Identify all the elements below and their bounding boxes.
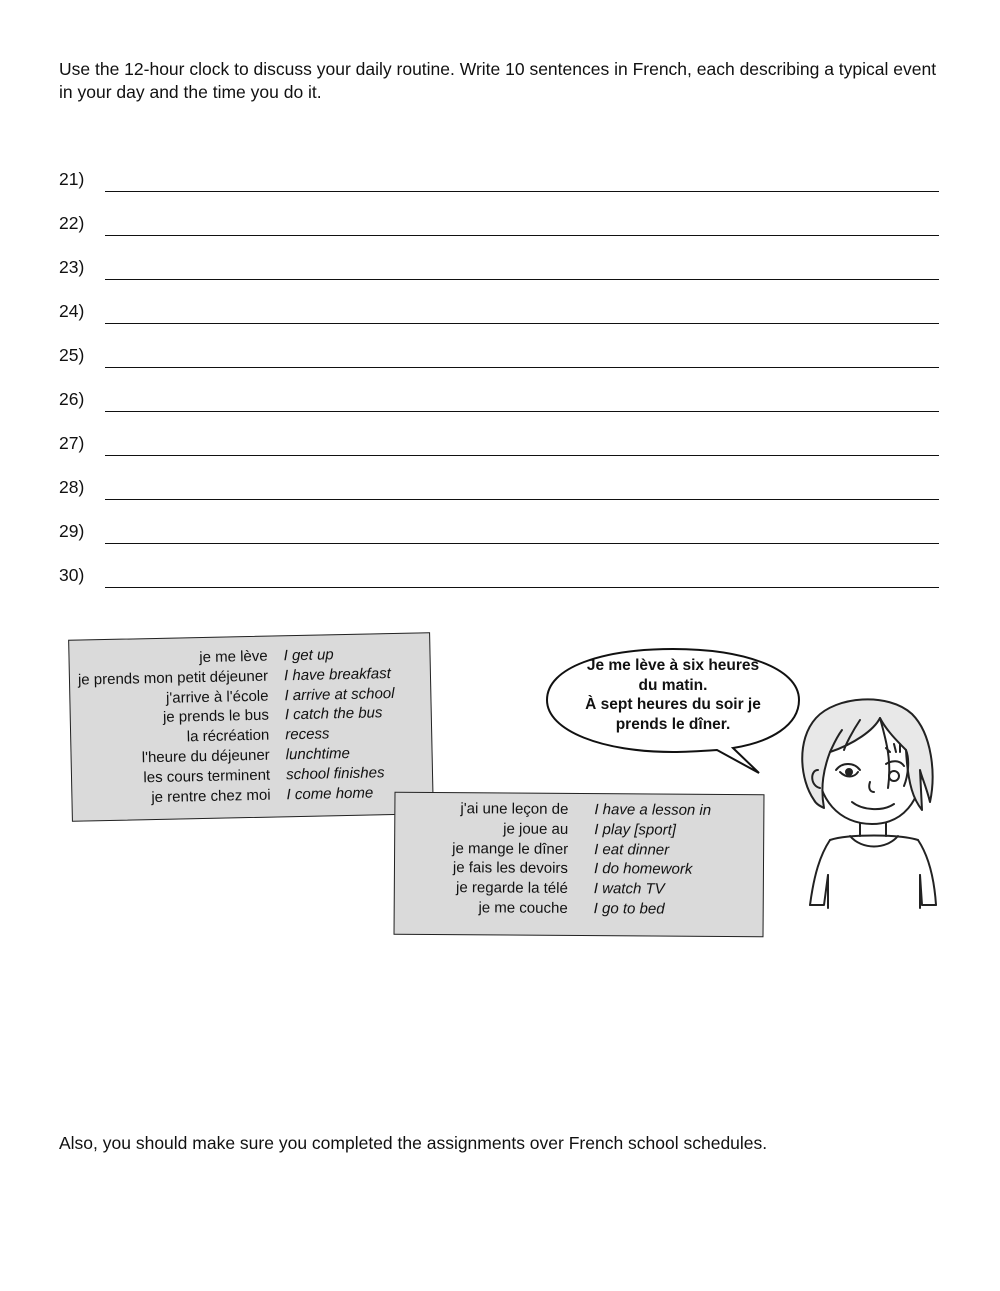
vocab-french: je regarde la télé (456, 879, 568, 898)
vocab-english: I eat dinner (594, 840, 670, 859)
vocab-french: je rentre chez moi (151, 786, 271, 806)
vocab-english: lunchtime (285, 744, 351, 764)
vocab-english: I watch TV (593, 880, 665, 898)
vocab-box-routine (68, 632, 434, 822)
answer-number: 27) (59, 433, 85, 453)
answer-number: 25) (59, 345, 85, 365)
vocab-english: I have breakfast (283, 664, 391, 685)
vocab-english: I come home (286, 784, 374, 803)
vocab-english: I catch the bus (284, 704, 383, 724)
vocab-french: la récréation (186, 726, 270, 746)
answer-row (59, 456, 939, 500)
answer-row (59, 280, 939, 324)
vocab-french: je prends le bus (162, 707, 270, 727)
vocab-row (435, 799, 711, 821)
answer-row (59, 192, 939, 236)
answer-input-21[interactable] (105, 171, 939, 192)
answer-number: 21) (59, 169, 85, 189)
answer-number: 22) (59, 213, 85, 233)
speech-bubble (545, 645, 801, 757)
vocab-french: je me lève (199, 647, 268, 667)
answer-row (59, 148, 939, 192)
vocab-french: j'ai une leçon de (460, 800, 569, 818)
answer-input-29[interactable] (105, 523, 939, 544)
answer-number: 29) (59, 521, 85, 541)
vocab-french: je joue au (503, 820, 569, 838)
answer-input-27[interactable] (105, 435, 939, 456)
vocab-french: j'arrive à l'école (165, 687, 269, 707)
vocab-row (435, 819, 711, 841)
vocab-french: je fais les devoirs (452, 859, 569, 878)
answer-input-30[interactable] (105, 567, 939, 588)
answer-row (59, 236, 939, 280)
vocab-french: les cours terminent (143, 766, 271, 787)
speech-line: prends le dîner. (615, 715, 731, 733)
vocab-english: school finishes (285, 763, 385, 784)
vocab-row (435, 878, 711, 900)
answer-input-25[interactable] (105, 347, 939, 368)
vocab-english: I go to bed (593, 900, 665, 918)
answer-input-22[interactable] (105, 215, 939, 236)
vocab-french: je me couche (478, 899, 568, 917)
vocab-french: l'heure du déjeuner (141, 746, 270, 767)
vocab-french: je mange le dîner (452, 839, 569, 858)
vocab-row (435, 839, 711, 861)
girl-icon (790, 690, 940, 912)
vocab-english: I arrive at school (284, 684, 395, 704)
vocab-box-evening (394, 792, 765, 938)
answer-row (59, 324, 939, 368)
vocab-table (435, 799, 712, 920)
vocab-english: recess (285, 725, 330, 744)
instructions-text: Use the 12-hour clock to discuss your daily routine. Write 10 sentences in French, each describing a typical event in your day and the time you do it. (59, 59, 937, 102)
answer-input-28[interactable] (105, 479, 939, 500)
speech-line: À sept heures du soir je (585, 696, 761, 713)
speech-line: du matin. (638, 676, 708, 694)
answer-number: 26) (59, 389, 85, 409)
answer-input-23[interactable] (105, 259, 939, 280)
answer-number: 24) (59, 301, 85, 321)
answer-row (59, 544, 939, 588)
answer-number: 28) (59, 477, 85, 497)
speech-line: Je me lève à six heures (586, 657, 760, 674)
vocab-table (77, 644, 396, 809)
vocab-english: I have a lesson in (594, 801, 712, 819)
answer-input-24[interactable] (105, 303, 939, 324)
vocab-english: I play [sport] (594, 820, 677, 839)
vocab-row (435, 898, 711, 920)
vocab-french: je prends mon petit déjeuner (77, 667, 269, 689)
vocab-english: I get up (283, 646, 334, 665)
answer-list (59, 148, 939, 588)
speech-text (551, 656, 795, 734)
vocab-english: I do homework (593, 860, 693, 879)
answer-input-26[interactable] (105, 391, 939, 412)
answer-row (59, 368, 939, 412)
girl-illustration (790, 690, 940, 917)
vocab-row (435, 858, 711, 880)
answer-row (59, 500, 939, 544)
answer-number: 23) (59, 257, 85, 277)
answer-row (59, 412, 939, 456)
footer-note: Also, you should make sure you completed the assignments over French school schedules. (59, 1133, 768, 1153)
answer-number: 30) (59, 565, 85, 585)
